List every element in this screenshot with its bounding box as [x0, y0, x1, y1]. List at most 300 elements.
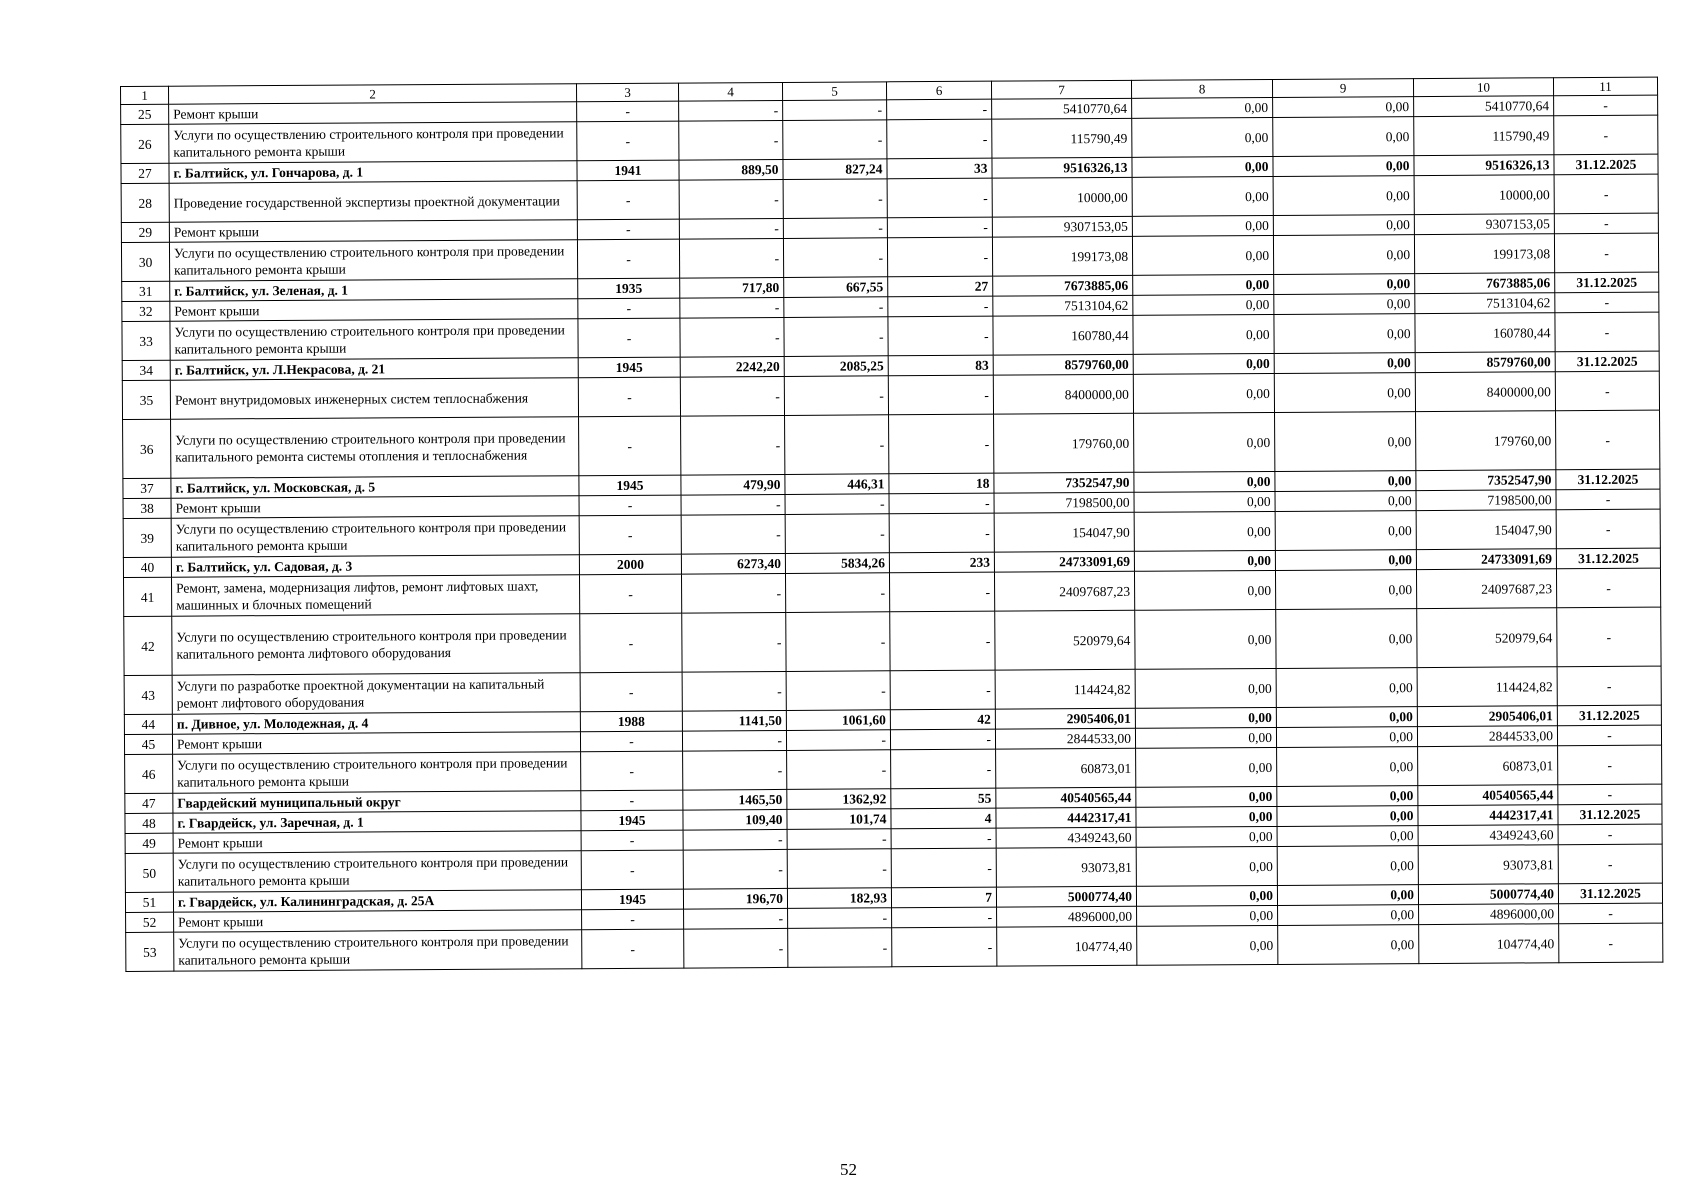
residents-cell: - — [887, 217, 992, 238]
work-description: Гвардейский муниципальный округ — [173, 791, 581, 813]
total-cost-cell: 160780,44 — [993, 315, 1133, 355]
budget-cost-cell: 0,00 — [1277, 885, 1418, 906]
row-number: 36 — [123, 419, 171, 478]
budget-cost-cell: 0,00 — [1275, 570, 1416, 610]
living-area-cell: - — [785, 415, 889, 475]
budget-cost-cell: 0,00 — [1278, 905, 1419, 926]
living-area-cell: - — [788, 908, 892, 929]
work-description: г. Балтийск, ул. Московская, д. 5 — [171, 476, 579, 498]
fund-cost-cell: 0,00 — [1135, 727, 1276, 748]
row-number: 44 — [124, 714, 172, 734]
fund-cost-cell: 0,00 — [1135, 707, 1276, 728]
owner-cost-cell: 114424,82 — [1417, 667, 1557, 707]
living-area-cell: - — [787, 849, 891, 889]
owner-cost-cell: 7673885,06 — [1415, 273, 1555, 294]
row-number: 26 — [121, 124, 169, 163]
residents-cell: - — [890, 611, 995, 671]
row-number: 45 — [124, 734, 172, 754]
owner-cost-cell: 160780,44 — [1415, 313, 1555, 353]
year-cell: - — [582, 929, 684, 969]
owner-cost-cell: 5000774,40 — [1418, 884, 1558, 905]
owner-cost-cell: 93073,81 — [1418, 845, 1558, 885]
budget-cost-cell: 0,00 — [1273, 117, 1414, 157]
living-area-cell: 446,31 — [785, 474, 889, 495]
fund-cost-cell: 0,00 — [1136, 786, 1277, 807]
residents-cell: - — [888, 375, 993, 415]
work-description: Услуги по осуществлению строительного контроля при проведении капитального ремонта системы отопления и теплоснабжения — [171, 417, 579, 478]
deadline-cell: 31.12.2025 — [1554, 154, 1658, 175]
work-description: Ремонт крыши — [170, 299, 578, 321]
total-area-cell: - — [679, 179, 783, 219]
owner-cost-cell: 520979,64 — [1417, 608, 1557, 668]
work-description: Услуги по разработке проектной документации на капитальный ремонт лифтового оборудования — [172, 673, 580, 714]
table-row — [124, 607, 1661, 675]
budget-cost-cell: 0,00 — [1275, 471, 1416, 492]
work-description: г. Гвардейск, ул. Калининградская, д. 25А — [173, 890, 581, 912]
living-area-cell: - — [788, 928, 892, 968]
deadline-cell: 31.12.2025 — [1555, 351, 1659, 372]
deadline-cell: - — [1558, 824, 1662, 845]
residents-cell: 27 — [888, 276, 993, 297]
year-cell: - — [581, 751, 683, 791]
col-header-6: 6 — [886, 81, 991, 100]
living-area-cell: - — [787, 750, 891, 790]
deadline-cell: - — [1559, 923, 1663, 963]
year-cell: - — [579, 515, 681, 555]
owner-cost-cell: 199173,08 — [1414, 234, 1554, 274]
work-description: Услуги по осуществлению строительного контроля при проведении капитального ремонта крыши — [170, 319, 578, 360]
row-number: 32 — [122, 301, 170, 321]
deadline-cell: 31.12.2025 — [1557, 705, 1661, 726]
deadline-cell: 31.12.2025 — [1556, 469, 1660, 490]
year-cell: - — [578, 377, 680, 417]
total-cost-cell: 4896000,00 — [997, 906, 1137, 927]
row-number: 37 — [123, 478, 171, 498]
owner-cost-cell: 7352547,90 — [1416, 470, 1556, 491]
row-number: 43 — [124, 675, 172, 714]
fund-cost-cell: 0,00 — [1132, 117, 1273, 157]
total-cost-cell: 115790,49 — [992, 118, 1132, 158]
total-cost-cell: 4349243,60 — [996, 827, 1136, 848]
deadline-cell: - — [1555, 292, 1659, 313]
year-cell: 1945 — [579, 475, 681, 496]
budget-cost-cell: 0,00 — [1274, 353, 1415, 374]
total-cost-cell: 2844533,00 — [995, 728, 1135, 749]
residents-cell: - — [891, 828, 996, 849]
row-number: 34 — [122, 360, 170, 380]
deadline-cell: - — [1557, 725, 1661, 746]
budget-cost-cell: 0,00 — [1273, 176, 1414, 216]
year-cell: - — [579, 574, 681, 614]
deadline-cell: 31.12.2025 — [1556, 548, 1660, 569]
budget-cost-cell: 0,00 — [1274, 274, 1415, 295]
residents-cell: - — [889, 493, 994, 514]
deadline-cell: - — [1554, 115, 1658, 155]
living-area-cell: 2085,25 — [784, 356, 888, 377]
work-description: Ремонт крыши — [174, 910, 582, 932]
budget-cost-cell: 0,00 — [1276, 727, 1417, 748]
residents-cell: 4 — [891, 808, 996, 829]
col-header-3: 3 — [576, 83, 678, 102]
fund-cost-cell: 0,00 — [1134, 511, 1275, 551]
fund-cost-cell: 0,00 — [1133, 353, 1274, 374]
total-cost-cell: 199173,08 — [992, 236, 1132, 276]
work-description: Ремонт крыши — [169, 102, 577, 124]
total-area-cell: - — [680, 376, 784, 416]
work-description: г. Балтийск, ул. Садовая, д. 3 — [171, 555, 579, 577]
budget-cost-cell: 0,00 — [1275, 491, 1416, 512]
total-area-cell: 717,80 — [680, 277, 784, 298]
owner-cost-cell: 9307153,05 — [1414, 214, 1554, 235]
row-number: 48 — [125, 813, 173, 833]
deadline-cell: 31.12.2025 — [1555, 272, 1659, 293]
residents-cell: - — [888, 296, 993, 317]
total-area-cell: - — [681, 415, 785, 475]
work-description: Ремонт крыши — [172, 732, 580, 754]
total-cost-cell: 8579760,00 — [993, 354, 1133, 375]
total-area-cell: 889,50 — [679, 159, 783, 180]
fund-cost-cell: 0,00 — [1133, 274, 1274, 295]
row-number: 52 — [126, 912, 174, 932]
living-area-cell: - — [786, 671, 890, 711]
deadline-cell: - — [1554, 95, 1658, 116]
total-area-cell: - — [683, 829, 787, 850]
year-cell: 1935 — [578, 278, 680, 299]
total-cost-cell: 93073,81 — [996, 847, 1136, 887]
residents-cell: 7 — [891, 887, 996, 908]
col-header-8: 8 — [1131, 79, 1272, 98]
residents-cell: - — [888, 316, 993, 356]
residents-cell: - — [890, 729, 995, 750]
work-description: Ремонт внутридомовых инженерных систем теплоснабжения — [170, 378, 578, 419]
total-cost-cell: 114424,82 — [995, 669, 1135, 709]
year-cell: - — [580, 672, 682, 712]
page-number: 52 — [840, 1160, 857, 1179]
living-area-cell: - — [784, 297, 888, 318]
col-header-11: 11 — [1553, 77, 1657, 96]
deadline-cell: - — [1559, 903, 1663, 924]
year-cell: - — [578, 318, 680, 358]
living-area-cell: - — [783, 120, 887, 160]
living-area-cell: - — [783, 238, 887, 278]
fund-cost-cell: 0,00 — [1134, 570, 1275, 610]
row-number: 42 — [124, 616, 172, 675]
budget-cost-cell: 0,00 — [1277, 846, 1418, 886]
fund-cost-cell: 0,00 — [1136, 846, 1277, 886]
owner-cost-cell: 115790,49 — [1414, 116, 1554, 156]
table-body — [121, 77, 1663, 971]
living-area-cell: 1362,92 — [787, 789, 891, 810]
total-cost-cell: 7352547,90 — [994, 472, 1134, 493]
fund-cost-cell: 0,00 — [1136, 806, 1277, 827]
work-description: Услуги по осуществлению строительного контроля при проведении капитального ремонта крыши — [173, 851, 581, 892]
work-description: г. Гвардейск, ул. Заречная, д. 1 — [173, 811, 581, 833]
living-area-cell: - — [783, 100, 887, 121]
owner-cost-cell: 8579760,00 — [1415, 352, 1555, 373]
living-area-cell: - — [785, 514, 889, 554]
fund-cost-cell: 0,00 — [1132, 156, 1273, 177]
budget-cost-cell: 0,00 — [1274, 314, 1415, 354]
total-area-cell: - — [684, 908, 788, 929]
living-area-cell: 1061,60 — [786, 710, 890, 731]
total-area-cell: - — [682, 730, 786, 751]
year-cell: 1945 — [578, 357, 680, 378]
residents-cell: - — [889, 572, 994, 612]
residents-cell: - — [887, 119, 992, 159]
total-cost-cell: 24097687,23 — [994, 571, 1134, 611]
row-number: 47 — [125, 793, 173, 813]
year-cell: - — [580, 731, 682, 752]
year-cell: - — [581, 830, 683, 851]
total-cost-cell: 2905406,01 — [995, 708, 1135, 729]
fund-cost-cell: 0,00 — [1132, 235, 1273, 275]
deadline-cell: - — [1558, 745, 1662, 785]
row-number: 30 — [121, 242, 169, 281]
living-area-cell: - — [787, 829, 891, 850]
year-cell: - — [577, 101, 679, 122]
residents-cell: - — [889, 414, 994, 474]
deadline-cell: - — [1554, 174, 1658, 214]
row-number: 29 — [121, 222, 169, 242]
total-cost-cell: 5410770,64 — [992, 98, 1132, 119]
residents-cell: - — [887, 99, 992, 120]
residents-cell: - — [887, 237, 992, 277]
row-number: 40 — [123, 557, 171, 577]
total-area-cell: - — [679, 100, 783, 121]
year-cell: - — [577, 239, 679, 279]
year-cell: 1945 — [581, 810, 683, 831]
total-cost-cell: 9516326,13 — [992, 157, 1132, 178]
row-number: 35 — [122, 380, 170, 419]
fund-cost-cell: 0,00 — [1132, 176, 1273, 216]
row-number: 53 — [126, 932, 174, 971]
residents-cell: 33 — [887, 158, 992, 179]
total-area-cell: 2242,20 — [680, 356, 784, 377]
fund-cost-cell: 0,00 — [1135, 668, 1276, 708]
living-area-cell: - — [783, 218, 887, 239]
fund-cost-cell: 0,00 — [1136, 826, 1277, 847]
row-number: 41 — [124, 577, 172, 616]
col-header-4: 4 — [678, 82, 782, 101]
year-cell: - — [577, 180, 679, 220]
year-cell: - — [581, 850, 683, 890]
living-area-cell: - — [785, 494, 889, 515]
fund-cost-cell: 0,00 — [1133, 294, 1274, 315]
owner-cost-cell: 154047,90 — [1416, 510, 1556, 550]
fund-cost-cell: 0,00 — [1134, 550, 1275, 571]
budget-cost-cell: 0,00 — [1275, 550, 1416, 571]
total-area-cell: - — [679, 238, 783, 278]
fund-cost-cell: 0,00 — [1132, 97, 1273, 118]
budget-cost-cell: 0,00 — [1273, 97, 1414, 118]
fund-cost-cell: 0,00 — [1136, 747, 1277, 787]
owner-cost-cell: 4349243,60 — [1418, 825, 1558, 846]
fund-cost-cell: 0,00 — [1133, 373, 1274, 413]
total-area-cell: - — [684, 928, 788, 968]
total-cost-cell: 7198500,00 — [994, 492, 1134, 513]
total-cost-cell: 104774,40 — [997, 926, 1137, 966]
budget-cost-cell: 0,00 — [1277, 747, 1418, 787]
work-description: Ремонт крыши — [169, 220, 577, 242]
row-number: 49 — [125, 833, 173, 853]
budget-cost-cell: 0,00 — [1277, 826, 1418, 847]
year-cell: 1945 — [581, 889, 683, 910]
total-area-cell: 109,40 — [683, 809, 787, 830]
total-cost-cell: 5000774,40 — [996, 886, 1136, 907]
total-cost-cell: 7673885,06 — [993, 275, 1133, 296]
work-description: Услуги по осуществлению строительного контроля при проведении капитального ремонта лифтового оборудования — [172, 614, 580, 675]
work-description: Услуги по осуществлению строительного контроля при проведении капитального ремонта крыши — [171, 516, 579, 557]
fund-cost-cell: 0,00 — [1135, 609, 1276, 669]
year-cell: 2000 — [579, 554, 681, 575]
total-area-cell: 479,90 — [681, 474, 785, 495]
fund-cost-cell: 0,00 — [1133, 314, 1274, 354]
total-cost-cell: 520979,64 — [995, 610, 1135, 670]
owner-cost-cell: 2905406,01 — [1417, 706, 1557, 727]
col-header-7: 7 — [991, 80, 1131, 99]
row-number: 31 — [122, 281, 170, 301]
budget-cost-cell: 0,00 — [1274, 373, 1415, 413]
year-cell: - — [581, 790, 683, 811]
owner-cost-cell: 179760,00 — [1416, 411, 1556, 471]
deadline-cell: 31.12.2025 — [1558, 804, 1662, 825]
total-area-cell: - — [683, 750, 787, 790]
owner-cost-cell: 7198500,00 — [1416, 490, 1556, 511]
fund-cost-cell: 0,00 — [1134, 491, 1275, 512]
year-cell: - — [582, 909, 684, 930]
deadline-cell: 31.12.2025 — [1558, 883, 1662, 904]
year-cell: - — [579, 416, 681, 476]
deadline-cell: - — [1557, 666, 1661, 706]
work-description: Услуги по осуществлению строительного контроля при проведении капитального ремонта крыши — [169, 122, 577, 163]
residents-cell: - — [892, 907, 997, 928]
work-description: Услуги по осуществлению строительного контроля при проведении капитального ремонта крыши — [174, 930, 582, 971]
budget-cost-cell: 0,00 — [1276, 668, 1417, 708]
deadline-cell: - — [1557, 607, 1661, 667]
budget-cost-cell: 0,00 — [1278, 925, 1419, 965]
fund-cost-cell: 0,00 — [1134, 471, 1275, 492]
row-number: 50 — [125, 853, 173, 892]
residents-cell: 18 — [889, 473, 994, 494]
total-cost-cell: 7513104,62 — [993, 295, 1133, 316]
residents-cell: 55 — [891, 788, 996, 809]
total-cost-cell: 4442317,41 — [996, 807, 1136, 828]
total-area-cell: 1141,50 — [682, 710, 786, 731]
total-cost-cell: 154047,90 — [994, 512, 1134, 552]
owner-cost-cell: 5410770,64 — [1414, 96, 1554, 117]
owner-cost-cell: 10000,00 — [1414, 175, 1554, 215]
living-area-cell: - — [784, 317, 888, 357]
budget-cost-cell: 0,00 — [1277, 786, 1418, 807]
total-area-cell: - — [683, 849, 787, 889]
work-description: Ремонт, замена, модернизация лифтов, ремонт лифтовых шахт, машинных и блочных помещений — [172, 575, 580, 616]
residents-cell: - — [891, 749, 996, 789]
owner-cost-cell: 7513104,62 — [1415, 293, 1555, 314]
work-description: Услуги по осуществлению строительного контроля при проведении капитального ремонта крыши — [169, 240, 577, 281]
budget-cost-cell: 0,00 — [1277, 806, 1418, 827]
budget-cost-cell: 0,00 — [1273, 235, 1414, 275]
year-cell: - — [580, 613, 682, 673]
owner-cost-cell: 40540565,44 — [1418, 785, 1558, 806]
col-header-2: 2 — [169, 84, 577, 104]
living-area-cell: - — [786, 730, 890, 751]
living-area-cell: - — [786, 612, 890, 672]
total-area-cell: 196,70 — [683, 888, 787, 909]
table-row — [123, 410, 1660, 478]
living-area-cell: - — [784, 376, 888, 416]
table-row — [126, 923, 1663, 971]
total-cost-cell: 179760,00 — [994, 413, 1134, 473]
total-cost-cell: 24733091,69 — [994, 551, 1134, 572]
owner-cost-cell: 2844533,00 — [1417, 726, 1557, 747]
deadline-cell: - — [1558, 784, 1662, 805]
total-area-cell: - — [679, 120, 783, 160]
work-description: г. Балтийск, ул. Гончарова, д. 1 — [169, 161, 577, 183]
work-description: Услуги по осуществлению строительного контроля при проведении капитального ремонта крыши — [173, 752, 581, 793]
total-area-cell: - — [681, 514, 785, 554]
living-area-cell: - — [785, 573, 889, 613]
row-number: 33 — [122, 321, 170, 360]
col-header-1: 1 — [121, 86, 169, 104]
total-cost-cell: 40540565,44 — [996, 787, 1136, 808]
work-description: Ремонт крыши — [173, 831, 581, 853]
total-area-cell: - — [682, 612, 786, 672]
fund-cost-cell: 0,00 — [1132, 215, 1273, 236]
residents-cell: - — [891, 848, 996, 888]
row-number: 51 — [125, 892, 173, 912]
living-area-cell: 101,74 — [787, 809, 891, 830]
year-cell: - — [578, 298, 680, 319]
owner-cost-cell: 24733091,69 — [1416, 549, 1556, 570]
deadline-cell: - — [1555, 371, 1659, 411]
residents-cell: - — [889, 513, 994, 553]
deadline-cell: - — [1555, 312, 1659, 352]
total-area-cell: - — [680, 317, 784, 357]
row-number: 28 — [121, 183, 169, 222]
owner-cost-cell: 4442317,41 — [1418, 805, 1558, 826]
deadline-cell: - — [1554, 233, 1658, 273]
row-number: 46 — [125, 754, 173, 793]
fund-cost-cell: 0,00 — [1134, 412, 1275, 472]
budget-cost-cell: 0,00 — [1273, 215, 1414, 236]
work-description: п. Дивное, ул. Молодежная, д. 4 — [172, 712, 580, 734]
deadline-cell: - — [1558, 844, 1662, 884]
deadline-cell: - — [1556, 509, 1660, 549]
row-number: 25 — [121, 104, 169, 124]
row-number: 38 — [123, 498, 171, 518]
deadline-cell: - — [1554, 213, 1658, 234]
total-area-cell: - — [682, 671, 786, 711]
col-header-10: 10 — [1413, 78, 1553, 97]
total-area-cell: - — [681, 494, 785, 515]
budget-cost-cell: 0,00 — [1275, 412, 1416, 472]
fund-cost-cell: 0,00 — [1136, 885, 1277, 906]
total-area-cell: 1465,50 — [683, 789, 787, 810]
year-cell: - — [577, 121, 679, 161]
work-description: Ремонт крыши — [171, 496, 579, 518]
residents-cell: 83 — [888, 355, 993, 376]
owner-cost-cell: 9516326,13 — [1414, 155, 1554, 176]
owner-cost-cell: 24097687,23 — [1416, 569, 1556, 609]
year-cell: 1941 — [577, 160, 679, 181]
living-area-cell: 667,55 — [784, 277, 888, 298]
year-cell: - — [577, 219, 679, 240]
col-header-5: 5 — [782, 82, 886, 101]
work-description: г. Балтийск, ул. Л.Некрасова, д. 21 — [170, 358, 578, 380]
year-cell: 1988 — [580, 711, 682, 732]
living-area-cell: 182,93 — [787, 888, 891, 909]
deadline-cell: - — [1556, 568, 1660, 608]
